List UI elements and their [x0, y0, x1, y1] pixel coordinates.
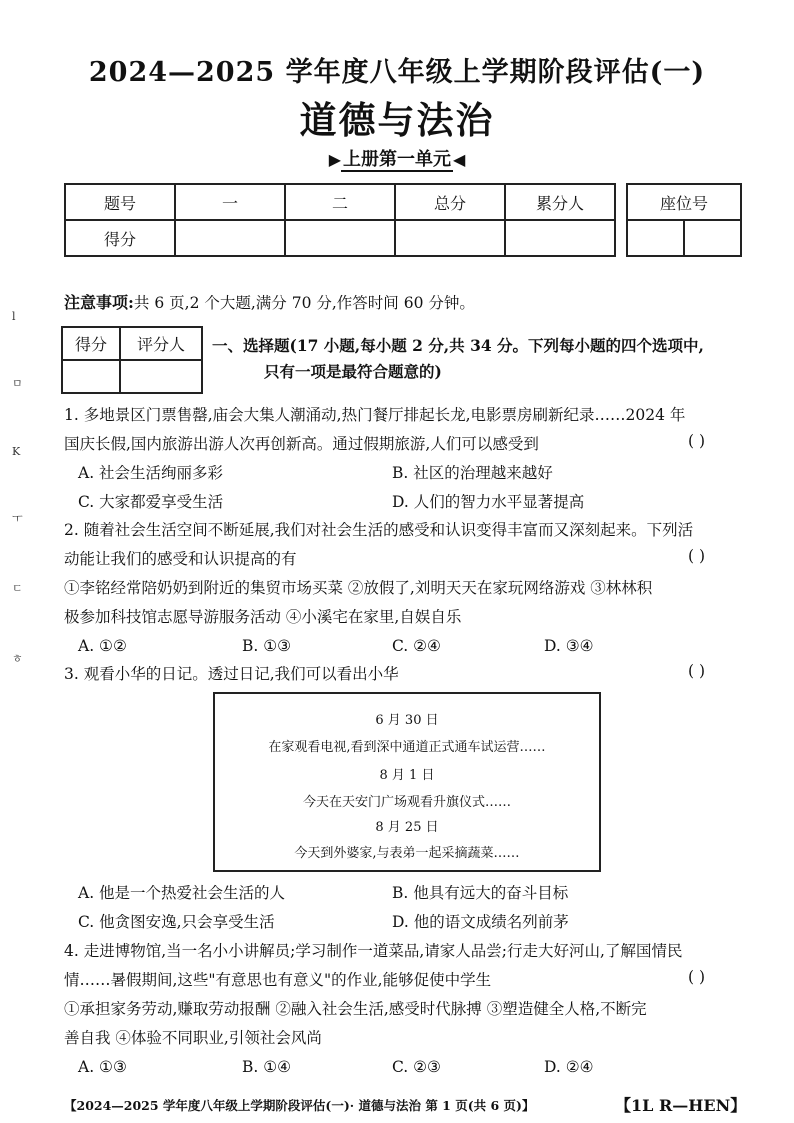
notice-label: 注意事项: [64, 293, 134, 312]
q2-option-c[interactable]: C. ②④ [392, 637, 441, 655]
grader-name-label: 评分人 [120, 327, 202, 360]
exam-title: 2024—2025 学年度八年级上学期阶段评估(一) [88, 57, 706, 88]
diary-box [213, 692, 601, 872]
score-row-label: 得分 [65, 220, 175, 256]
q2-stem-line: 动能让我们的感受和认识提高的有 [64, 550, 297, 568]
q3-answer-blank[interactable]: ( ) [688, 662, 706, 680]
q1-answer-blank[interactable]: ( ) [688, 432, 706, 450]
margin-mark: ㅜ [12, 512, 23, 525]
q2-option-d[interactable]: D. ③④ [544, 637, 594, 655]
diary-date: 8 月 1 日 [379, 768, 435, 783]
score-header-cell: 累分人 [505, 184, 615, 220]
seat-label: 座位号 [627, 184, 741, 220]
q3-option-b[interactable]: B. 他具有远大的奋斗目标 [392, 884, 569, 902]
margin-mark: ㅎ [12, 652, 23, 665]
q4-stem-line: 情……暑假期间,这些"有意思也有意义"的作业,能够促使中学生 [64, 971, 492, 989]
triangle-right-icon: ▶ [328, 150, 341, 169]
margin-mark: ㅁ [12, 377, 23, 390]
seat-input-cell[interactable] [627, 220, 684, 256]
q4-choice-line: 善自我 ④体验不同职业,引领社会风尚 [64, 1029, 322, 1047]
triangle-left-icon: ◀ [453, 150, 466, 169]
q4-option-b[interactable]: B. ①④ [242, 1058, 292, 1076]
q2-option-b[interactable]: B. ①③ [242, 637, 292, 655]
section-heading-line: 只有一项是最符合题意的) [264, 362, 442, 381]
diary-entry: 今天到外婆家,与表弟一起采摘蔬菜…… [294, 846, 520, 861]
q4-stem-line: 4. 走进博物馆,当一名小小讲解员;学习制作一道菜品,请家人品尝;行走大好河山,了解国情民 [64, 942, 683, 960]
seat-table [626, 183, 742, 257]
q4-option-d[interactable]: D. ②④ [544, 1058, 594, 1076]
margin-mark: K [12, 445, 21, 458]
grader-score-label: 得分 [62, 327, 120, 360]
seat-input-cell[interactable] [684, 220, 741, 256]
q2-answer-blank[interactable]: ( ) [688, 547, 706, 565]
score-header-cell: 一 [175, 184, 285, 220]
q1-stem-line: 国庆长假,国内旅游出游人次再创新高。通过假期旅游,人们可以感受到 [64, 435, 539, 453]
grader-name-cell[interactable] [120, 360, 202, 393]
section-heading [212, 333, 752, 385]
score-header-cell: 题号 [65, 184, 175, 220]
q1-option-b[interactable]: B. 社区的治理越来越好 [392, 464, 553, 482]
score-input-cell[interactable] [395, 220, 505, 256]
unit-label [0, 145, 794, 171]
q4-option-c[interactable]: C. ②③ [392, 1058, 441, 1076]
q2-stem-line: 2. 随着社会生活空间不断延展,我们对社会生活的感受和认识变得丰富而又深刻起来。下列活 [64, 521, 694, 539]
section-heading-line: 一、选择题(17 小题,每小题 2 分,共 34 分。下列每小题的四个选项中, [212, 336, 704, 355]
q3-option-a[interactable]: A. 他是一个热爱社会生活的人 [78, 884, 286, 902]
score-table [64, 183, 616, 257]
diary-entry: 今天在天安门广场观看升旗仪式…… [302, 795, 511, 810]
q1-option-a[interactable]: A. 社会生活绚丽多彩 [78, 464, 224, 482]
unit-text: 上册第一单元 [343, 149, 451, 170]
q1-option-c[interactable]: C. 大家都爱享受生活 [78, 493, 224, 511]
grader-box [61, 326, 203, 394]
q2-option-a[interactable]: A. ①② [78, 637, 127, 655]
diary-date: 6 月 30 日 [375, 713, 439, 728]
q4-answer-blank[interactable]: ( ) [688, 968, 706, 986]
score-header-cell: 二 [285, 184, 395, 220]
q4-choice-line: ①承担家务劳动,赚取劳动报酬 ②融入社会生活,感受时代脉搏 ③塑造健全人格,不断完 [64, 1000, 647, 1018]
q3-stem-line: 3. 观看小华的日记。透过日记,我们可以看出小华 [64, 665, 399, 683]
score-input-cell[interactable] [175, 220, 285, 256]
margin-mark: ㄷ [12, 582, 23, 595]
q4-option-a[interactable]: A. ①③ [78, 1058, 127, 1076]
diary-date: 8 月 25 日 [375, 820, 439, 835]
q3-option-d[interactable]: D. 他的语文成绩名列前茅 [392, 913, 569, 931]
score-header-cell: 总分 [395, 184, 505, 220]
paper-code: 【1L R—HEN】 [615, 1096, 747, 1115]
q1-stem-line: 1. 多地景区门票售罄,庙会大集人潮涌动,热门餐厅排起长龙,电影票房刷新纪录……2024 年 [64, 406, 686, 424]
notice-text: 共 6 页,2 个大题,满分 70 分,作答时间 60 分钟。 [133, 294, 475, 312]
q1-option-d[interactable]: D. 人们的智力水平显著提高 [392, 493, 585, 511]
notice [64, 290, 475, 313]
q2-choice-line: 极参加科技馆志愿导游服务活动 ④小溪宅在家里,自娱自乐 [64, 608, 462, 626]
subject-title: 道德与法治 [299, 98, 495, 142]
score-input-cell[interactable] [505, 220, 615, 256]
diary-entry: 在家观看电视,看到深中通道正式通车试运营…… [268, 740, 546, 755]
grader-score-cell[interactable] [62, 360, 120, 393]
page-footer: 【2024—2025 学年度八年级上学期阶段评估(一)· 道德与法治 第 1 页(共 6 页)】 [64, 1098, 535, 1113]
q3-option-c[interactable]: C. 他贪图安逸,只会享受生活 [78, 913, 275, 931]
score-input-cell[interactable] [285, 220, 395, 256]
q2-choice-line: ①李铭经常陪奶奶到附近的集贸市场买菜 ②放假了,刘明天天在家玩网络游戏 ③林林积 [64, 579, 653, 597]
margin-mark: l [12, 310, 16, 323]
